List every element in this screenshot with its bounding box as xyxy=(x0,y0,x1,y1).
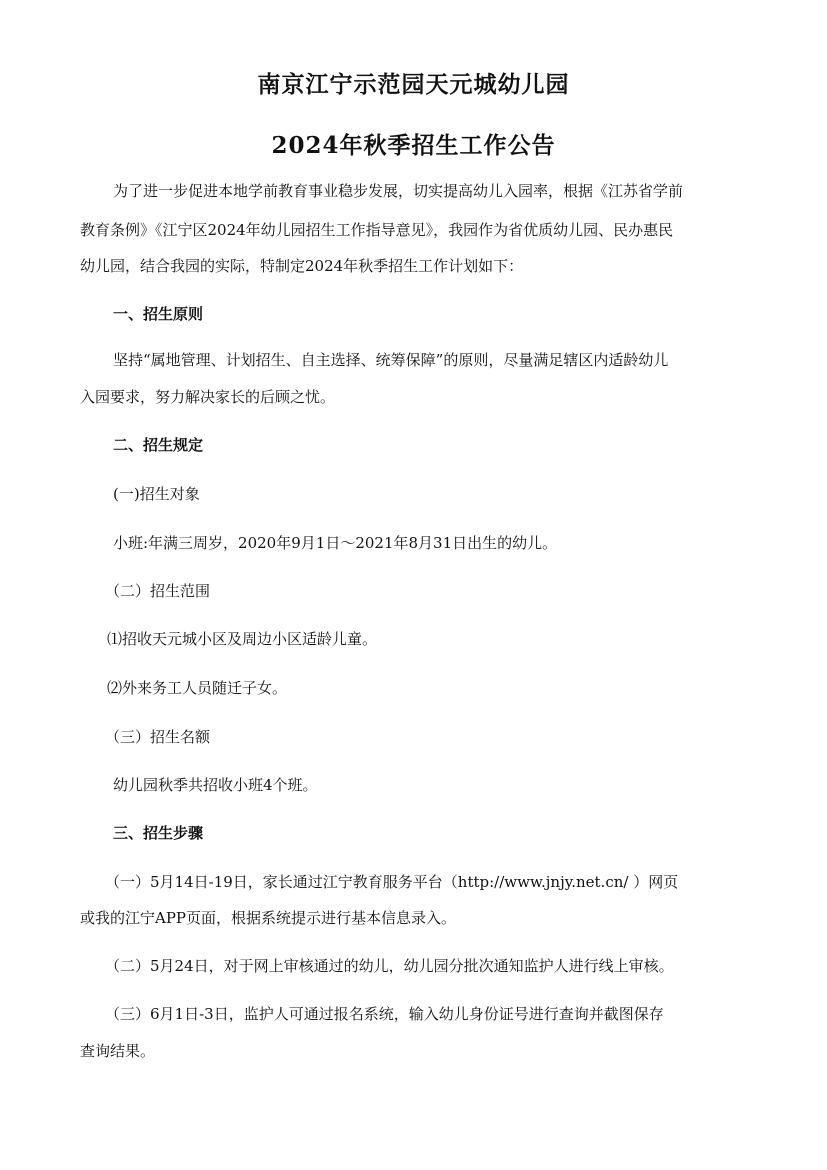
section-heading-rules: 二、招生规定 xyxy=(113,436,204,454)
rules-sub-scope-label: （二）招生范围 xyxy=(105,582,211,600)
rules-sub-target-text: 小班:年满三周岁，2020年9月1日～2021年8月31日出生的幼儿。 xyxy=(113,534,558,552)
steps-step3-line-1: （三）6月1日-3日，监护人可通过报名系统，输入幼儿身份证号进行查询并截图保存 xyxy=(105,1005,664,1023)
steps-step1-line-1: （一）5月14日-19日，家长通过江宁教育服务平台（http://www.jnjy.net.cn/ ）网页 xyxy=(105,873,679,891)
section-heading-principles: 一、招生原则 xyxy=(113,305,204,323)
steps-step2: （二）5月24日，对于网上审核通过的幼儿，幼儿园分批次通知监护人进行线上审核。 xyxy=(105,957,674,975)
rules-sub-scope-item-2: ⑵外来务工人员随迁子女。 xyxy=(107,679,288,697)
rules-sub-target-label: (一)招生对象 xyxy=(113,485,200,503)
steps-step1-line-2: 或我的江宁APP页面，根据系统提示进行基本信息录入。 xyxy=(80,909,457,927)
principles-line-2: 入园要求，努力解决家长的后顾之忧。 xyxy=(80,388,336,406)
document-title-school: 南京江宁示范园天元城幼儿园 xyxy=(257,71,570,98)
steps-step3-line-2: 查询结果。 xyxy=(80,1042,156,1060)
principles-line-1: 坚持“属地管理、计划招生、自主选择、统筹保障”的原则，尽量满足辖区内适龄幼儿 xyxy=(113,351,669,369)
intro-line-2: 教育条例》《江宁区2024年幼儿园招生工作指导意见》，我园作为省优质幼儿园、民办惠民 xyxy=(80,221,674,239)
rules-sub-quota-text: 幼儿园秋季共招收小班4个班。 xyxy=(113,776,318,794)
rules-sub-scope-item-1: ⑴招收天元城小区及周边小区适龄儿童。 xyxy=(107,630,378,648)
document-title-announcement: 2024年秋季招生工作公告 xyxy=(271,132,556,159)
intro-line-1: 为了进一步促进本地学前教育事业稳步发展，切实提高幼儿入园率，根据《江苏省学前 xyxy=(113,182,684,200)
intro-line-3: 幼儿园，结合我园的实际，特制定2024年秋季招生工作计划如下： xyxy=(80,257,524,275)
rules-sub-quota-label: （三）招生名额 xyxy=(105,728,211,746)
section-heading-steps: 三、招生步骤 xyxy=(113,824,204,842)
